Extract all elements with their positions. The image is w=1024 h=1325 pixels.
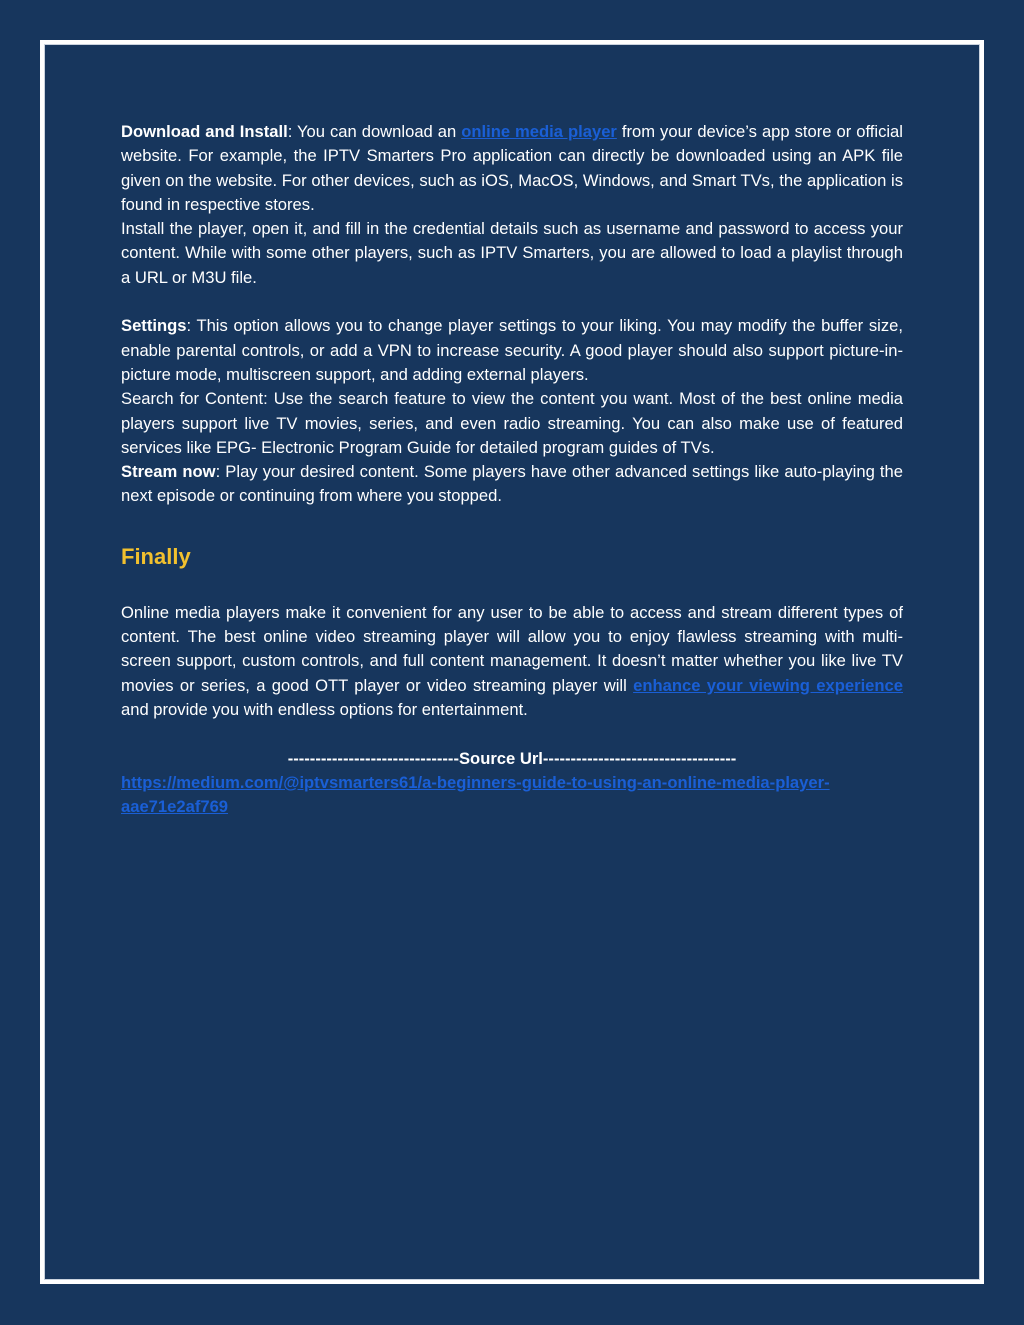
stream-now-label: Stream now [121,462,216,482]
install-player-paragraph: Install the player, open it, and fill in the credential details such as username and password to access your content. While with some other players, such as IPTV Smarters, you are allowed to load a playlist through a URL or M3U file. [121,219,903,287]
source-url-link[interactable]: https://medium.com/@iptvsmarters61/a-beginners-guide-to-using-an-online-media-player-aae71e2af769 [121,772,830,817]
finally-paragraph [121,601,903,722]
source-url-divider: -------------------------------Source Url----------------------------------- [287,748,737,768]
finally-heading: Finally [121,543,191,569]
settings-label: Settings [121,316,187,336]
download-install-text-cont: from your device’s app store or official website. For example, the IPTV Smarters Pro application can directly be downloaded using an APK file given on the website. For other devices, such as iOS, MacOS, Windows, and Smart TVs, the application is found in respective stores. [121,122,903,214]
finally-text: Online media players make it convenient for any user to be able to access and stream different types of content. The best online video streaming player will allow you to enjoy flawless streaming with multi-screen support, custom controls, and full content management. It doesn’t matter whether you like live TV movies or series, a good OTT player or video streaming player will [121,602,903,695]
settings-text: : This option allows you to change player settings to your liking. You may modify the buffer size, enable parental controls, or add a VPN to increase security. A good player should also support picture-in-picture mode, multiscreen support, and adding external players. [121,316,903,384]
stream-now-text: : Play your desired content. Some players have other advanced settings like auto-playing the next episode or continuing from where you stopped. [121,462,903,506]
stream-now-paragraph [121,460,903,509]
finally-text-cont: and provide you with endless options for entertainment. [121,699,528,719]
document-body [121,120,903,819]
search-content-paragraph: Search for Content: Use the search feature to view the content you want. Most of the best online media players support live TV movies, series, and even radio streaming. You can also make use of featured services like EPG- Electronic Program Guide for detailed program guides of TVs. [121,389,903,457]
settings-paragraph [121,314,903,387]
download-install-paragraph [121,120,903,217]
online-media-player-link[interactable]: online media player [461,122,617,141]
download-install-text: : You can download an [287,122,462,141]
download-install-label: Download and Install [121,122,288,141]
enhance-viewing-experience-link[interactable]: enhance your viewing experience [633,675,904,695]
